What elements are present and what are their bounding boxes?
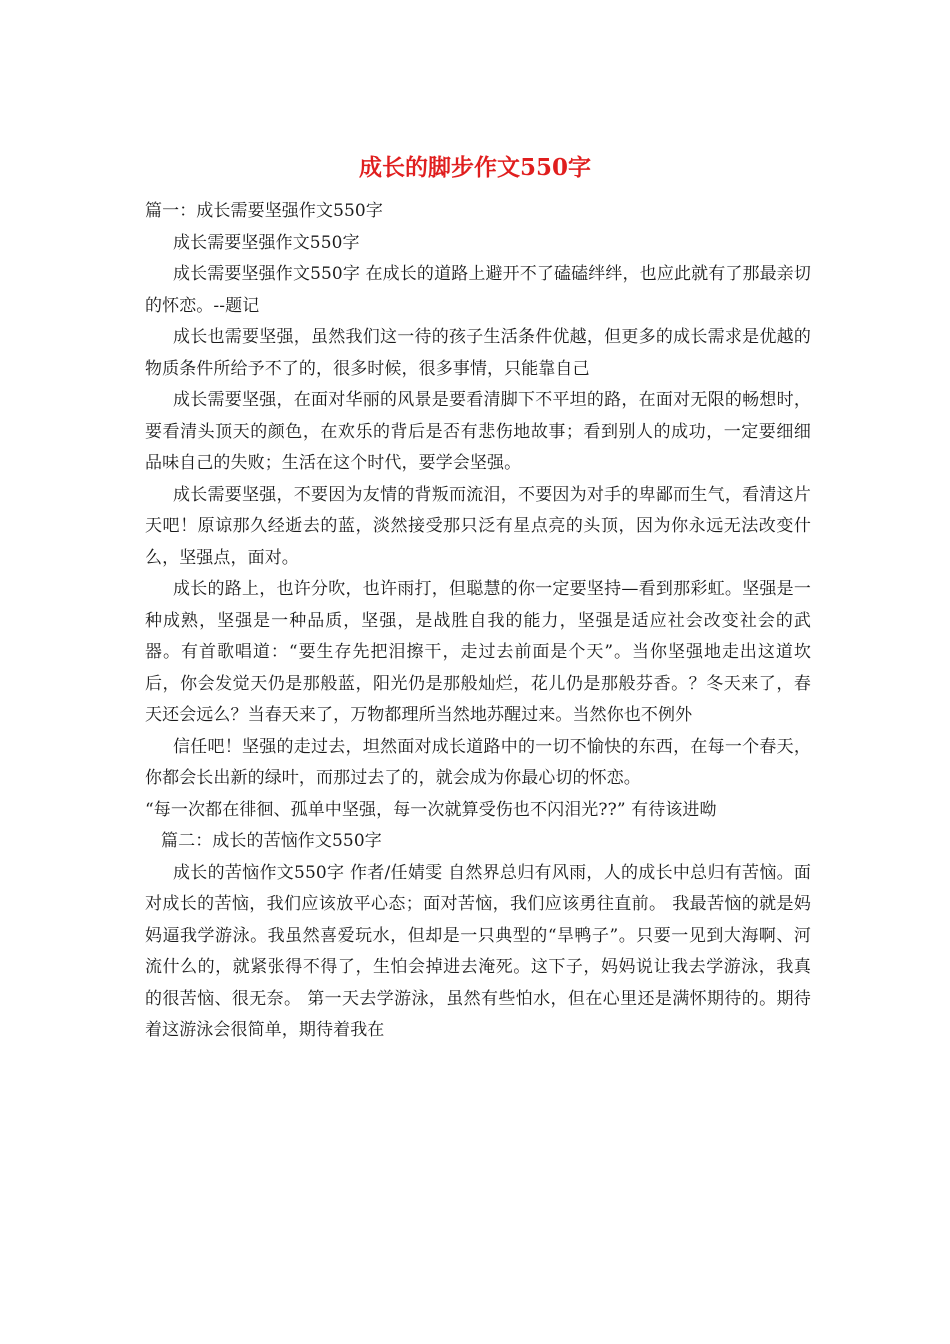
- paragraph: 成长需要坚强作文550字 在成长的道路上避开不了磕磕绊绊，也应此就有了那最亲切的怀恋。--题记: [145, 264, 811, 316]
- paragraph-subtitle: 成长需要坚强作文550字: [173, 232, 360, 253]
- paragraph-quote: “每一次都在徘徊、孤单中坚强，每一次就算受伤也不闪泪光??” 有待该进呦: [145, 799, 717, 820]
- document-body: [145, 196, 811, 1047]
- section-heading-2: 篇二：成长的苦恼作文550字: [161, 831, 382, 851]
- paragraph: 信任吧！坚强的走过去，坦然面对成长道路中的一切不愉快的东西，在每一个春天，你都会长出新的绿叶，而那过去了的，就会成为你最心切的怀恋。: [145, 736, 811, 788]
- paragraph: 成长的苦恼作文550字 作者/任婧雯 自然界总归有风雨，人的成长中总归有苦恼。面对成长的苦恼，我们应该放平心态；面对苦恼，我们应该勇往直前。 我最苦恼的就是妈妈逼我学游泳。我虽然喜爱玩水，但却是一只典型的“旱鸭子”。只要一见到大海啊、河流什么的，就紧张得不得了，生怕会掉进去淹死。这下子，妈妈说让我去学游泳，我真的很苦恼、很无奈。 第一天去学游泳，虽然有些怕水，但在心里还是满怀期待的。期待着这游泳会很简单，期待着我在: [145, 862, 811, 1040]
- document-title: 成长的脚步作文550字: [358, 154, 591, 181]
- paragraph: 成长需要坚强，在面对华丽的风景是要看清脚下不平坦的路，在面对无限的畅想时，要看清头顶天的颜色，在欢乐的背后是否有悲伤地故事；看到别人的成功，一定要细细品味自己的失败；生活在这个时代，要学会坚强。: [145, 390, 811, 473]
- paragraph: 成长的路上，也许分吹，也许雨打，但聪慧的你一定要坚持—看到那彩虹。坚强是一种成熟，坚强是一种品质，坚强，是战胜自我的能力，坚强是适应社会改变社会的武器。有首歌唱道：“要生存先把泪擦干，走过去前面是个天”。当你坚强地走出这道坎后，你会发觉天仍是那般蓝，阳光仍是那般灿烂，花儿仍是那般芬香。？冬天来了，春天还会远么？当春天来了，万物都理所当然地苏醒过来。当然你也不例外: [145, 579, 811, 725]
- paragraph: 成长需要坚强，不要因为友情的背叛而流泪，不要因为对手的卑鄙而生气，看清这片天吧！原谅那久经逝去的蓝，淡然接受那只泛有星点亮的头顶，因为你永远无法改变什么，坚强点，面对。: [145, 484, 811, 568]
- paragraph: 成长也需要坚强，虽然我们这一待的孩子生活条件优越，但更多的成长需求是优越的物质条件所给予不了的，很多时候，很多事情，只能靠自己: [145, 327, 811, 379]
- section-heading-1: 篇一：成长需要坚强作文550字: [145, 201, 383, 221]
